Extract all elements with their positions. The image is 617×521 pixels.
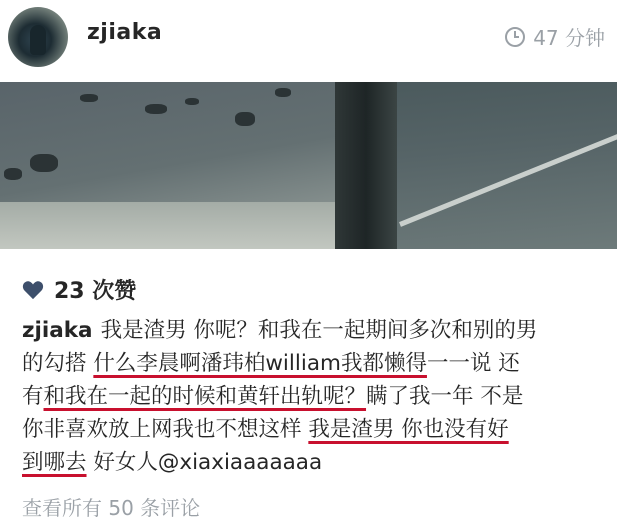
caption-line-3 <box>22 380 602 413</box>
caption-line-1 <box>22 314 602 347</box>
likes-row[interactable] <box>22 274 136 305</box>
photo-boat <box>80 94 98 102</box>
photo-boat <box>145 104 167 114</box>
heart-icon <box>22 280 44 300</box>
photo-boat <box>185 98 199 105</box>
caption-line-5 <box>22 446 602 479</box>
caption-line-2 <box>22 347 602 380</box>
photo-window-frame <box>335 82 397 249</box>
photo-boat <box>275 88 291 97</box>
caption-underlined-text: 什么李晨啊潘玮柏william我都懒得 <box>93 351 427 376</box>
caption-text: 我是渣男 你呢？和我在一起期间多次和别的男 <box>100 318 538 343</box>
post-caption <box>22 314 602 479</box>
photo-boat <box>30 154 58 172</box>
caption-text: 你非喜欢放上网我也不想这样 <box>22 417 309 442</box>
post-photo[interactable] <box>0 82 617 249</box>
caption-mention[interactable]: 好女人@xiaxiaaaaaaa <box>86 450 323 475</box>
photo-boat <box>235 112 255 126</box>
caption-line-4 <box>22 413 602 446</box>
photo-boat <box>4 168 22 180</box>
likes-count: 23 次赞 <box>54 279 137 304</box>
clock-icon <box>504 26 526 48</box>
caption-text: 的勾搭 <box>22 351 94 376</box>
caption-underlined-text: 我是渣男 你也没有好 <box>308 417 509 442</box>
post-username[interactable]: zjiaka <box>87 20 163 45</box>
post-timestamp <box>504 22 605 51</box>
time-label: 47 分钟 <box>533 26 605 50</box>
caption-text: 有 <box>22 384 44 409</box>
photo-right-pane <box>397 82 617 249</box>
post-header <box>0 0 617 78</box>
caption-text: 瞒了我一年 不是 <box>366 384 524 409</box>
caption-underlined-text: 到哪去 <box>22 450 87 475</box>
avatar-figure <box>30 25 46 55</box>
avatar[interactable] <box>8 7 68 67</box>
caption-underlined-text: 和我在一起的时候和黄轩出轨呢？ <box>43 384 367 409</box>
caption-username[interactable]: zjiaka <box>22 318 93 343</box>
caption-text: 一一说 还 <box>426 351 520 376</box>
photo-sand <box>0 202 335 249</box>
view-all-comments-link[interactable]: 查看所有 50 条评论 <box>22 496 201 520</box>
